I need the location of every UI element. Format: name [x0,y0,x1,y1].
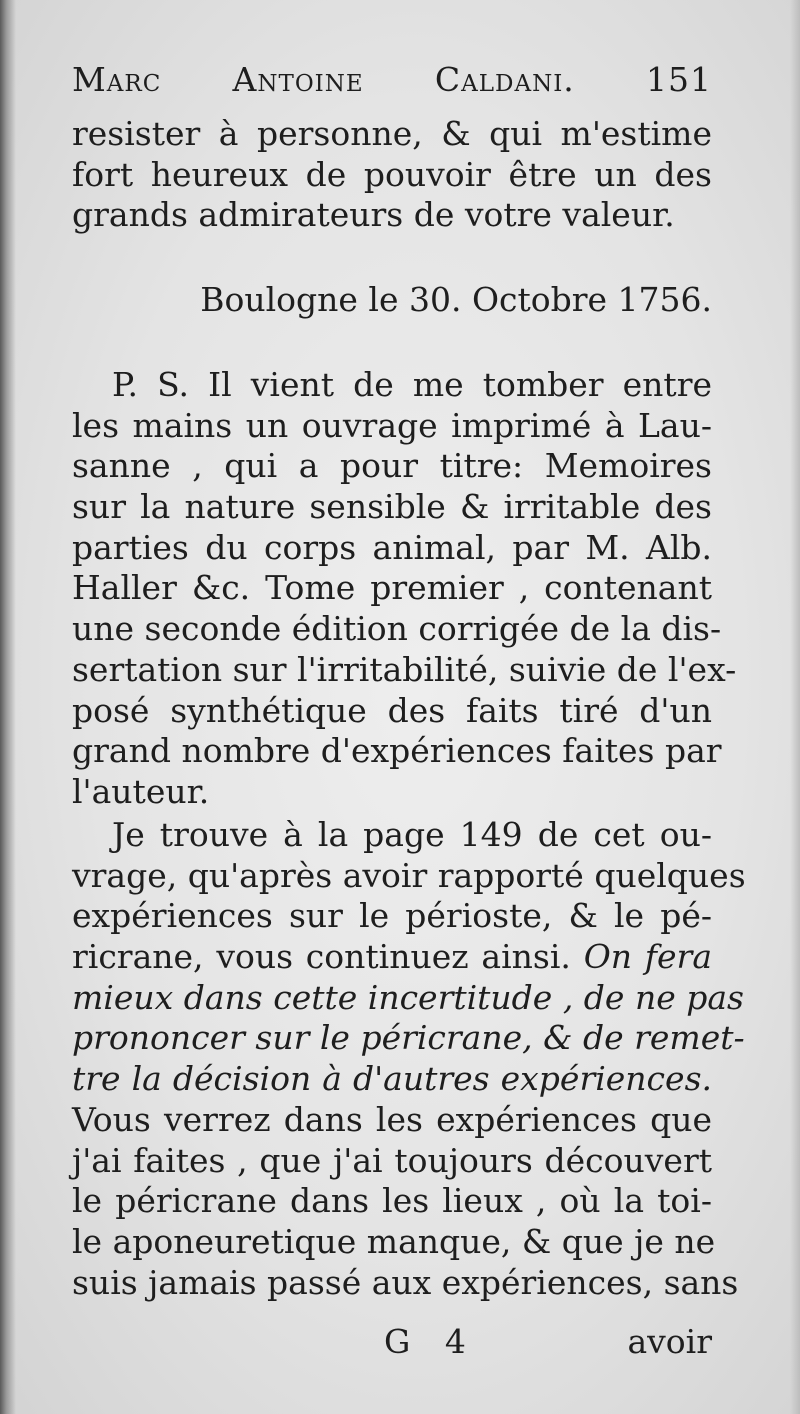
text-line: posé synthétique des faits tiré d'un [72,690,712,730]
running-head-line [72,60,712,101]
text-line: Haller &c. Tome premier , contenant [72,568,712,608]
running-head [72,60,712,101]
text-line: l'auteur. [72,771,210,811]
text-line-quote-start [72,937,712,978]
italic-quote-line: mieux dans cette incertitude , de ne pas [72,977,744,1017]
text-line: Je trouve à la page 149 de cet ou- [112,815,712,854]
dateline-text: Boulogne le 30. Octobre 1756. [200,280,712,319]
text-line: une seconde édition corrigée de la dis- [72,609,722,649]
postscript-paragraph-2 [72,815,746,1303]
text-line: expériences sur le périoste, & le pé- [72,896,712,936]
running-title: Marc Antoine Caldani. [72,60,575,99]
text-line: vrage, qu'après avoir rapporté quelques [72,855,746,895]
opening-paragraph [72,114,712,236]
text-line: Vous verrez dans les expériences que [72,1099,712,1139]
text-line: parties du corps animal, par M. Alb. [72,527,712,567]
italic-quote-line: prononcer sur le péricrane, & de remet- [72,1018,745,1058]
text-line: P. S. Il vient de me tomber entre [112,365,712,404]
text-line: le péricrane dans les lieux , où la toi- [72,1181,712,1221]
dateline [72,280,712,321]
text-line: les mains un ouvrage imprimé à Lau- [72,405,712,445]
roman-text: ricrane, vous continuez ainsi. [72,937,571,977]
text-line: sanne , qui a pour titre: Memoires [72,446,712,486]
text-line: fort heureux de pouvoir être un des [72,154,712,194]
page-edge [790,0,800,1414]
catchword: avoir [627,1322,712,1361]
text-line: resister à personne, & qui m'estime [72,114,712,153]
postscript-paragraph-1 [72,365,737,813]
signature-mark: G 4 [384,1322,478,1361]
text-line: grand nombre d'expériences faites par [72,731,722,771]
text-line: sertation sur l'irritabilité, suivie de l'ex- [72,649,737,689]
page-number: 151 [646,60,712,99]
binding-gutter [0,0,16,1414]
italic-quote-text: On fera [583,937,712,977]
text-line: sur la nature sensible & irritable des [72,487,712,527]
text-line: suis jamais passé aux expériences, sans [72,1262,739,1302]
italic-quote-line: tre la décision à d'autres expériences. [72,1059,712,1099]
text-line: grands admirateurs de votre valeur. [72,195,675,235]
text-line: j'ai faites , que j'ai toujours découvert [72,1140,712,1180]
page-footer [72,1322,712,1363]
text-line: le aponeuretique manque, & que je ne [72,1221,716,1261]
